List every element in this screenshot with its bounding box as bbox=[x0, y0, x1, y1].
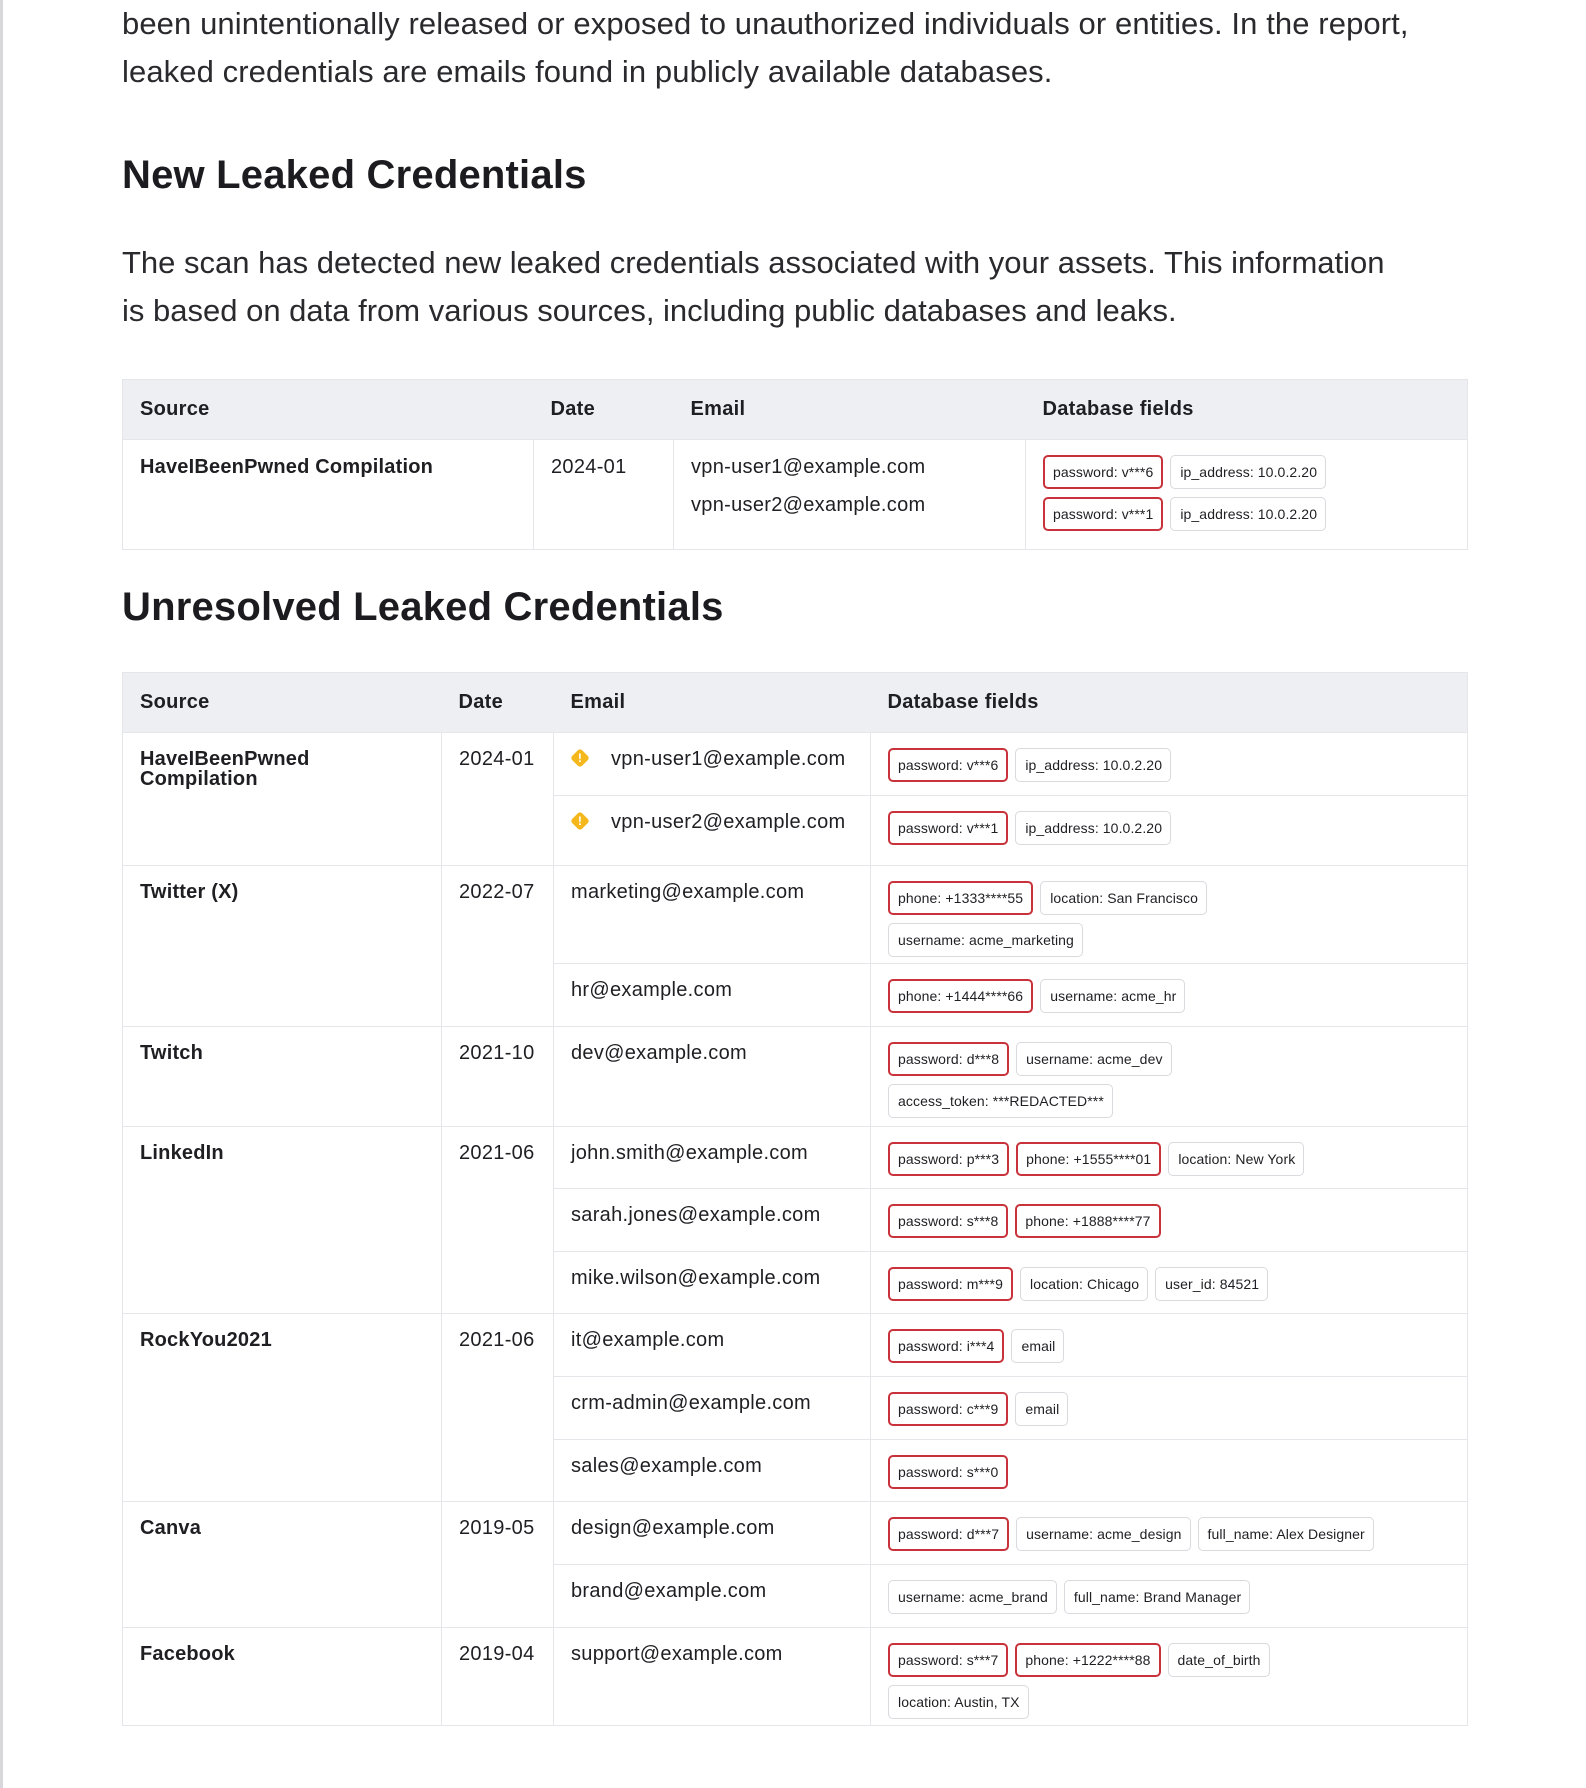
column-header-source: Source bbox=[123, 673, 442, 733]
field-chip: password: v***6 bbox=[1043, 455, 1163, 489]
email-value: design@example.com bbox=[571, 1517, 775, 1539]
field-chip: location: San Francisco bbox=[1040, 881, 1207, 915]
email-value: marketing@example.com bbox=[571, 881, 805, 903]
left-border bbox=[0, 0, 3, 1788]
field-chip: access_token: ***REDACTED*** bbox=[888, 1084, 1113, 1118]
date-cell: 2024-01 bbox=[534, 440, 674, 550]
field-chip-list bbox=[888, 811, 1388, 845]
source-cell: Twitch bbox=[123, 1027, 442, 1127]
column-header-database-fields: Database fields bbox=[871, 673, 1468, 733]
column-header-source: Source bbox=[123, 380, 534, 440]
field-chip-list bbox=[888, 1267, 1388, 1301]
table-row bbox=[123, 866, 1468, 964]
database-fields-cell bbox=[871, 1314, 1468, 1377]
source-cell: HaveIBeenPwned Compilation bbox=[123, 440, 534, 550]
database-fields-cell bbox=[871, 1565, 1468, 1628]
field-chip-list bbox=[888, 1142, 1388, 1176]
field-chip: username: acme_dev bbox=[1016, 1042, 1171, 1076]
intro-line-1: been unintentionally released or exposed to unauthorized individuals or entities. In the report, bbox=[122, 6, 1409, 41]
database-fields-cell bbox=[871, 964, 1468, 1027]
intro-line-2: leaked credentials are emails found in publicly available databases. bbox=[122, 54, 1053, 89]
new-leaked-credentials-title: New Leaked Credentials bbox=[122, 153, 587, 197]
table-row bbox=[123, 1314, 1468, 1377]
field-chip: password: s***0 bbox=[888, 1455, 1008, 1489]
table-row bbox=[123, 440, 1468, 550]
field-chip-row bbox=[1043, 497, 1450, 531]
field-chip: password: c***9 bbox=[888, 1392, 1008, 1426]
email-cell bbox=[554, 1628, 871, 1726]
database-fields-cell bbox=[871, 866, 1468, 964]
unresolved-leaked-credentials-title: Unresolved Leaked Credentials bbox=[122, 585, 724, 629]
email-cell bbox=[554, 1252, 871, 1314]
field-chip-list bbox=[888, 1204, 1388, 1238]
column-header-database-fields: Database fields bbox=[1026, 380, 1468, 440]
field-chip: email bbox=[1011, 1329, 1064, 1363]
field-chip: phone: +1222****88 bbox=[1015, 1643, 1160, 1677]
field-chip: password: p***3 bbox=[888, 1142, 1009, 1176]
email-cell bbox=[554, 1314, 871, 1377]
table-row bbox=[123, 733, 1468, 796]
database-fields-cell bbox=[871, 1189, 1468, 1252]
new-credentials-table bbox=[122, 379, 1468, 550]
field-chip-list bbox=[888, 1329, 1388, 1363]
database-fields-cell bbox=[871, 1127, 1468, 1189]
field-chip: ip_address: 10.0.2.20 bbox=[1170, 497, 1326, 531]
database-fields-cell bbox=[871, 1502, 1468, 1565]
table-header-row bbox=[123, 673, 1468, 733]
field-chip-list bbox=[888, 979, 1388, 1013]
field-chip: location: Austin, TX bbox=[888, 1685, 1029, 1719]
intro-paragraph bbox=[122, 0, 1467, 96]
database-fields-cell bbox=[871, 1027, 1468, 1127]
email-cell bbox=[554, 1127, 871, 1189]
field-chip: date_of_birth bbox=[1168, 1643, 1270, 1677]
email-cell bbox=[674, 440, 1026, 550]
field-chip: phone: +1555****01 bbox=[1016, 1142, 1161, 1176]
field-chip-row bbox=[1043, 455, 1450, 489]
email-cell bbox=[554, 1502, 871, 1565]
field-chip: username: acme_marketing bbox=[888, 923, 1083, 957]
email-cell bbox=[554, 866, 871, 964]
field-chip: location: New York bbox=[1168, 1142, 1304, 1176]
unresolved-credentials-table bbox=[122, 672, 1468, 1726]
email-value: crm-admin@example.com bbox=[571, 1392, 811, 1414]
field-chip-list bbox=[888, 748, 1388, 782]
email-cell bbox=[554, 1377, 871, 1440]
email-cell bbox=[554, 964, 871, 1027]
field-chip: phone: +1444****66 bbox=[888, 979, 1033, 1013]
email-value: sales@example.com bbox=[571, 1455, 763, 1477]
column-header-email: Email bbox=[674, 380, 1026, 440]
field-chip: full_name: Alex Designer bbox=[1198, 1517, 1374, 1551]
email-value: vpn-user2@example.com bbox=[611, 811, 846, 833]
field-chip: user_id: 84521 bbox=[1155, 1267, 1268, 1301]
field-chip: password: v***1 bbox=[1043, 497, 1163, 531]
email-cell bbox=[554, 1440, 871, 1502]
warning-icon bbox=[571, 749, 589, 767]
new-leaked-description bbox=[122, 239, 1467, 335]
field-chip-list bbox=[888, 1643, 1388, 1719]
field-chip: username: acme_hr bbox=[1040, 979, 1185, 1013]
field-chip-list bbox=[888, 1455, 1388, 1489]
email-value: vpn-user1@example.com bbox=[691, 456, 926, 478]
field-chip: password: v***6 bbox=[888, 748, 1008, 782]
field-chip-list bbox=[888, 1580, 1388, 1614]
field-chip: full_name: Brand Manager bbox=[1064, 1580, 1250, 1614]
warning-icon bbox=[571, 812, 589, 830]
field-chip: username: acme_brand bbox=[888, 1580, 1057, 1614]
source-cell: RockYou2021 bbox=[123, 1314, 442, 1502]
email-cell bbox=[554, 796, 871, 866]
field-chip: username: acme_design bbox=[1016, 1517, 1190, 1551]
field-chip: ip_address: 10.0.2.20 bbox=[1015, 748, 1171, 782]
column-header-email: Email bbox=[554, 673, 871, 733]
email-cell bbox=[554, 733, 871, 796]
database-fields-cell bbox=[1026, 440, 1468, 550]
field-chip-list bbox=[888, 1392, 1388, 1426]
database-fields-cell bbox=[871, 733, 1468, 796]
source-cell: Twitter (X) bbox=[123, 866, 442, 1027]
source-cell: Canva bbox=[123, 1502, 442, 1628]
source-cell: HaveIBeenPwned Compilation bbox=[123, 733, 442, 866]
email-value: it@example.com bbox=[571, 1329, 725, 1351]
database-fields-cell bbox=[871, 1628, 1468, 1726]
email-value: brand@example.com bbox=[571, 1580, 767, 1602]
description-line-2: is based on data from various sources, including public databases and leaks. bbox=[122, 293, 1177, 328]
field-chip: email bbox=[1015, 1392, 1068, 1426]
date-cell: 2019-04 bbox=[442, 1628, 554, 1726]
source-cell: LinkedIn bbox=[123, 1127, 442, 1314]
table-row bbox=[123, 1027, 1468, 1127]
date-cell: 2021-10 bbox=[442, 1027, 554, 1127]
email-value: vpn-user2@example.com bbox=[691, 494, 926, 516]
field-chip-list bbox=[888, 881, 1388, 957]
field-chip: phone: +1888****77 bbox=[1015, 1204, 1160, 1238]
field-chip: password: s***7 bbox=[888, 1643, 1008, 1677]
field-chip-list bbox=[888, 1042, 1388, 1118]
description-line-1: The scan has detected new leaked credentials associated with your assets. This information bbox=[122, 245, 1385, 280]
email-value: vpn-user1@example.com bbox=[611, 748, 846, 770]
field-chip: password: d***8 bbox=[888, 1042, 1009, 1076]
date-cell: 2019-05 bbox=[442, 1502, 554, 1628]
date-cell: 2021-06 bbox=[442, 1314, 554, 1502]
column-header-date: Date bbox=[534, 380, 674, 440]
email-cell bbox=[554, 1189, 871, 1252]
column-header-date: Date bbox=[442, 673, 554, 733]
source-cell: Facebook bbox=[123, 1628, 442, 1726]
date-cell: 2021-06 bbox=[442, 1127, 554, 1314]
field-chip-list bbox=[888, 1517, 1388, 1551]
email-value: john.smith@example.com bbox=[571, 1142, 808, 1164]
database-fields-cell bbox=[871, 1377, 1468, 1440]
email-value: support@example.com bbox=[571, 1643, 783, 1665]
field-chip: location: Chicago bbox=[1020, 1267, 1148, 1301]
database-fields-cell bbox=[871, 1252, 1468, 1314]
table-row bbox=[123, 1502, 1468, 1565]
date-cell: 2022-07 bbox=[442, 866, 554, 1027]
table-row bbox=[123, 1127, 1468, 1189]
field-chip: ip_address: 10.0.2.20 bbox=[1170, 455, 1326, 489]
table-row bbox=[123, 1628, 1468, 1726]
field-chip: phone: +1333****55 bbox=[888, 881, 1033, 915]
email-value: hr@example.com bbox=[571, 979, 733, 1001]
field-chip: password: v***1 bbox=[888, 811, 1008, 845]
database-fields-cell bbox=[871, 1440, 1468, 1502]
field-chip: password: m***9 bbox=[888, 1267, 1013, 1301]
date-cell: 2024-01 bbox=[442, 733, 554, 866]
field-chip: password: i***4 bbox=[888, 1329, 1004, 1363]
table-header-row bbox=[123, 380, 1468, 440]
field-chip: password: d***7 bbox=[888, 1517, 1009, 1551]
field-chip: password: s***8 bbox=[888, 1204, 1008, 1238]
field-chip: ip_address: 10.0.2.20 bbox=[1015, 811, 1171, 845]
email-value: sarah.jones@example.com bbox=[571, 1204, 821, 1226]
email-cell bbox=[554, 1565, 871, 1628]
email-cell bbox=[554, 1027, 871, 1127]
email-value: mike.wilson@example.com bbox=[571, 1267, 821, 1289]
database-fields-cell bbox=[871, 796, 1468, 866]
email-value: dev@example.com bbox=[571, 1042, 747, 1064]
report-content bbox=[122, 0, 1467, 1726]
